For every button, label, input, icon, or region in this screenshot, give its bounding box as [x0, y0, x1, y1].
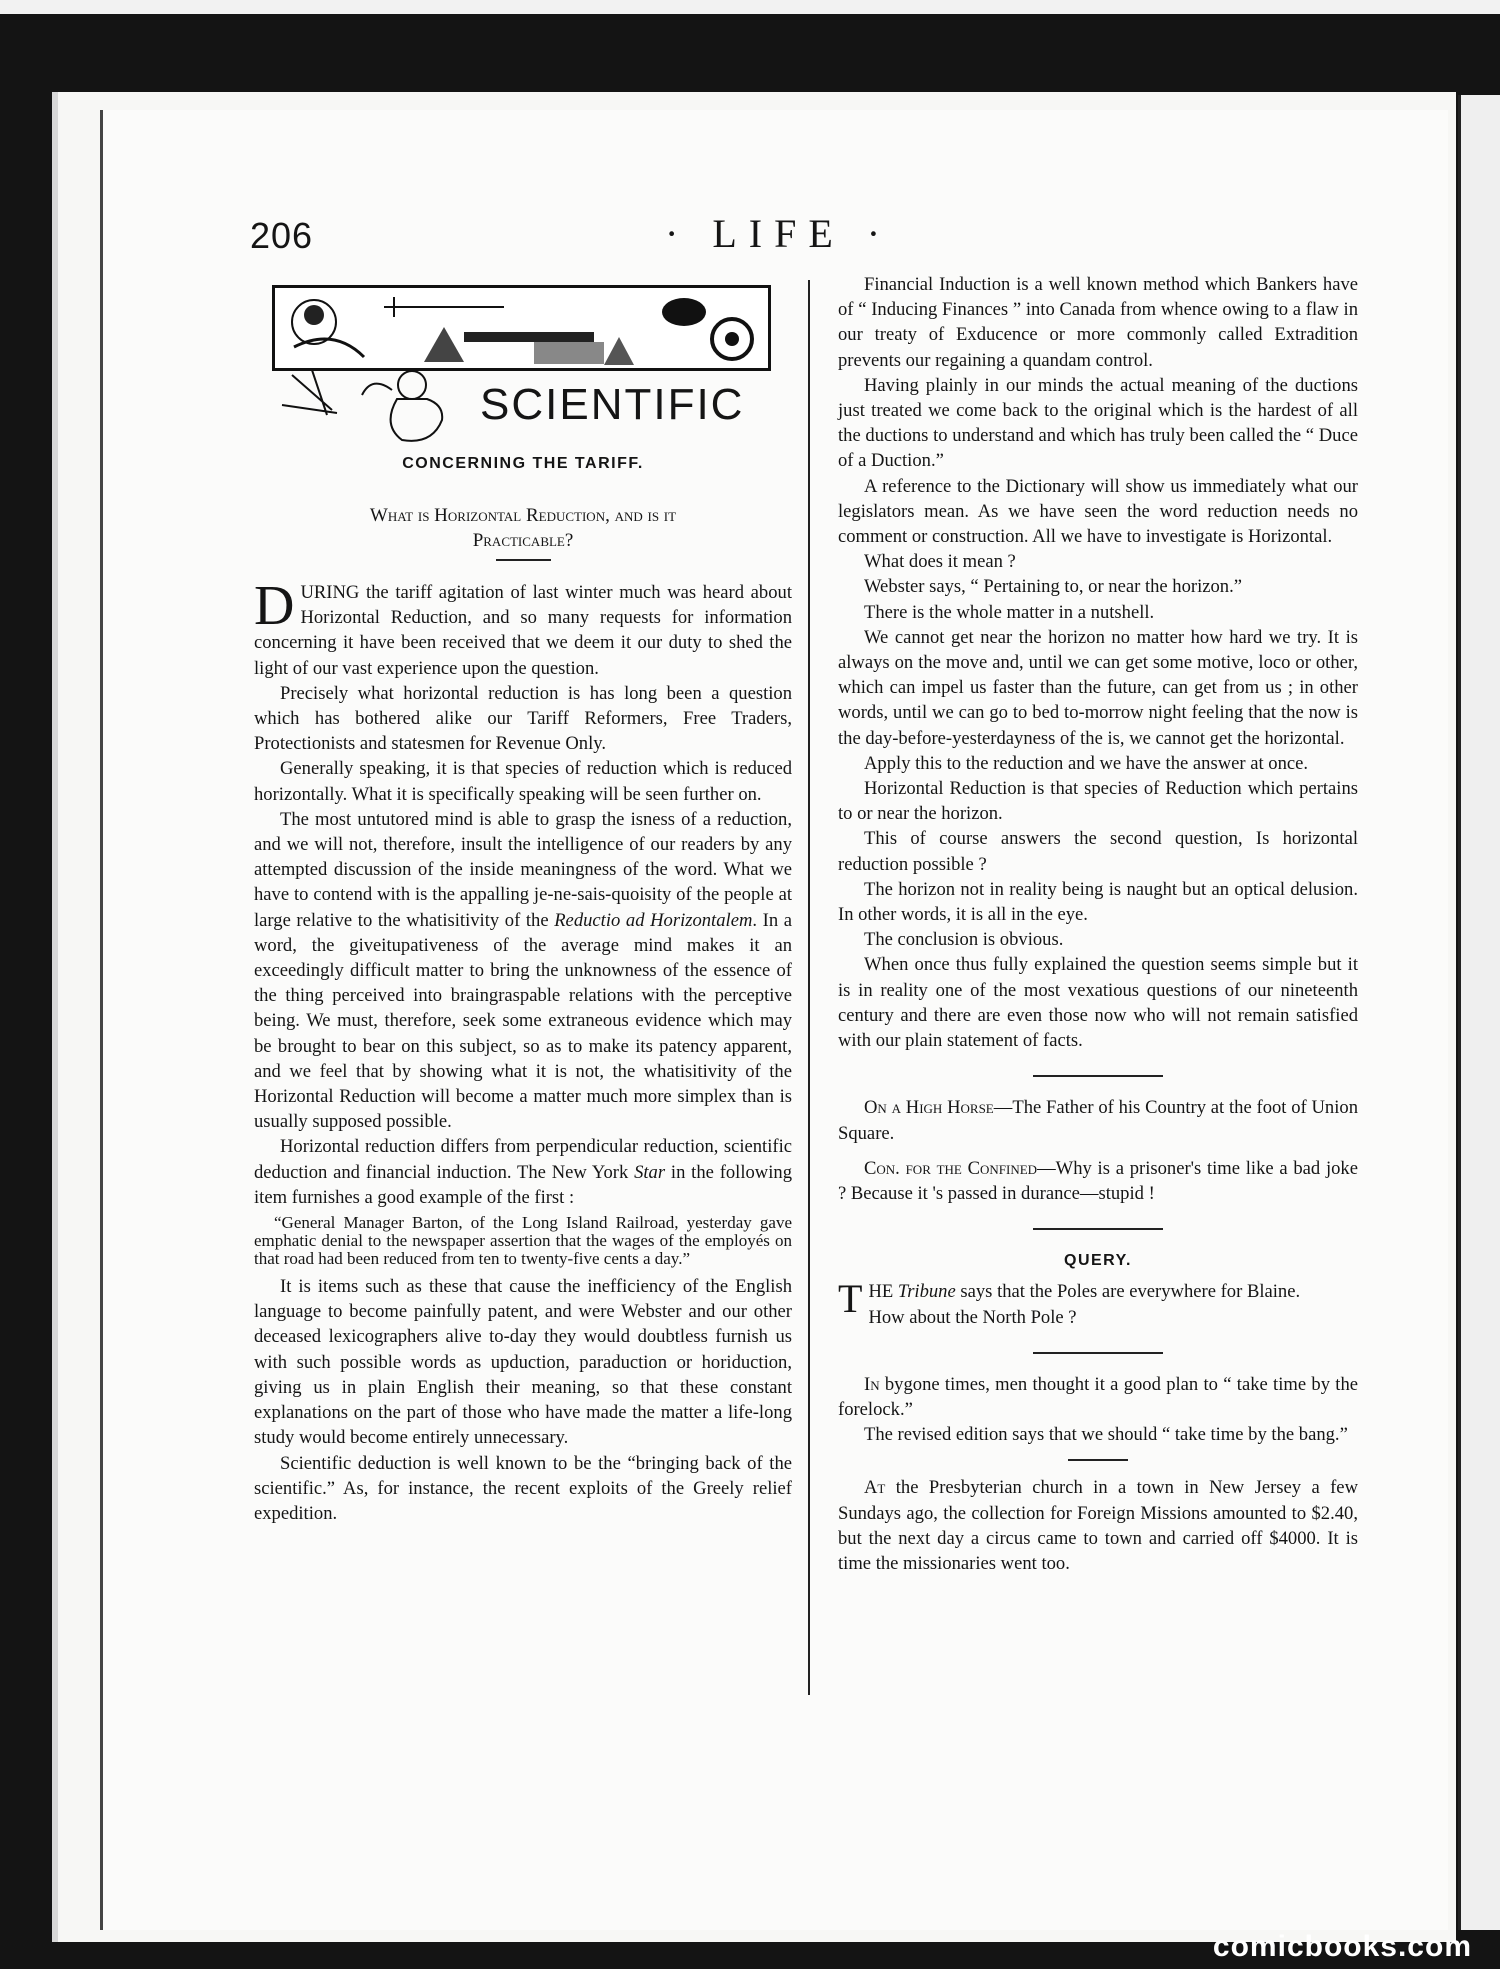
paragraph: On a High Horse—The Father of his Country at the foot of Union Square.	[838, 1097, 1358, 1144]
article-heading: CONCERNING THE TARIFF.	[402, 455, 644, 472]
cherub-figure	[272, 365, 472, 445]
paragraph: The horizon not in reality being is naught but an optical delusion. In other words, it is all in the eye.	[838, 878, 1358, 926]
paragraph: This of course answers the second question, Is horizontal reduction possible ?	[838, 828, 1358, 875]
paragraph: What does it mean ?	[864, 551, 1016, 573]
page-number: 206	[250, 215, 314, 256]
left-column	[254, 575, 792, 1526]
divider	[1033, 1352, 1163, 1354]
paragraph: Having plainly in our minds the actual meaning of the ductions just treated we come back to the original which is the hardest of all the ductions to understand and which has truly been called the “ Duce of a Duction.”	[838, 374, 1358, 472]
paragraph: How about the North Pole ?	[868, 1306, 1077, 1328]
paragraph: When once thus fully explained the question seems simple but it is in reality one of the most vexatious questions of our nineteenth century and there are even those now who will not remain satisfied with our plain statement of facts.	[838, 954, 1358, 1052]
section-title: SCIENTIFIC	[480, 380, 745, 429]
masthead: · LIFE ·	[665, 211, 893, 256]
subhead-line: Practicable?	[472, 530, 574, 551]
cherub-laboratory-illustration	[272, 285, 771, 371]
article-subheading	[254, 503, 792, 567]
drop-cap: T	[838, 1276, 863, 1322]
paragraph: Apply this to the reduction and we have the answer at once.	[864, 752, 1309, 774]
paragraph: Generally speaking, it is that species of reduction which is reduced horizontally. What it is specifically speaking will be seen further on.	[254, 758, 792, 805]
paragraph: Con. for the Confined—Why is a prisoner's time like a bad joke ? Because it 's passed in durance—stupid !	[838, 1157, 1358, 1204]
paragraph: Horizontal Reduction is that species of Reduction which pertains to or near the horizon.	[838, 778, 1358, 825]
paragraph: It is items such as these that cause the inefficiency of the English language to become painfully patent, and were Webster and our other deceased lexicographers alive to-day they would doubtless furnish us with such possible words as upduction, paraduction or horiduction, giving us in plain English their meaning, so that these constant explanations on the part of those who have made the matter a life-long study would become entirely unnecessary.	[254, 1276, 792, 1449]
paragraph: The revised edition says that we should “ take time by the bang.”	[864, 1424, 1348, 1446]
divider	[1068, 1459, 1128, 1461]
block-quote: “General Manager Barton, of the Long Island Railroad, yesterday gave emphatic denial to the newspaper assertion that the wages of the employés on that road had been reduced from ten to twenty-five cents a day.”	[254, 1213, 792, 1269]
right-edge	[1458, 95, 1500, 1930]
paragraph: In bygone times, men thought it a good plan to “ take time by the forelock.”	[838, 1373, 1358, 1420]
paragraph: A reference to the Dictionary will show us immediately what our legislators mean. As we have seen the word reduction needs no comment or construction. All we have to investigate is Horizontal.	[838, 475, 1358, 548]
paragraph: Scientific deduction is well known to be the “bringing back of the scientific.” As, for instance, the recent exploits of the Greely relief expedition.	[254, 1452, 792, 1524]
divider	[1033, 1075, 1163, 1077]
divider	[496, 559, 551, 561]
watermark: comicbooks.com	[1212, 1930, 1472, 1963]
paragraph: Horizontal reduction differs from perpendicular reduction, scientific deduction and financial induction. The New York Star in the following item furnishes a good example of the first :	[254, 1136, 792, 1208]
subhead-line: What is Horizontal Reduction, and is it	[369, 505, 677, 526]
right-column	[838, 272, 1358, 1576]
paragraph: There is the whole matter in a nutshell.	[864, 601, 1155, 623]
paragraph: DURING the tariff agitation of last winter much was heard about Horizontal Reduction, and so many requests for information concerning it have been received that we deem it our duty to shed the light of our vast experience upon the question.	[254, 575, 792, 679]
paragraph: Financial Induction is a well known method which Bankers have of “ Inducing Finances ” into Canada from whence owing to a flaw in our treaty of Exducence or more commonly called Extradition prevents our regaining a quandam control.	[838, 274, 1358, 371]
drop-cap: D	[254, 575, 295, 637]
paragraph: We cannot get near the horizon no matter how hard we try. It is always on the move and, until we can get some motive, loco or other, which can impel us faster than the future, can get from us ; in other words, until we can go to bed to-morrow night feeling that the now is the day-before-yesterdayness of the is, we cannot get the horizontal.	[838, 626, 1358, 749]
column-rule	[808, 280, 810, 1695]
paragraph: THE Tribune says that the Poles are everywhere for Blaine.	[838, 1276, 1301, 1322]
scientific-illustration	[272, 285, 767, 445]
paragraph: The most untutored mind is able to grasp the isness of a reduction, and we will not, therefore, insult the intelligence of our readers by any attempted discussion of the inside meaningness of the word. What we have to contend with is the appalling je-ne-sais-quoisity of the people at large relative to the whatisitivity of the Reductio ad Horizontalem. In a word, the giveitupativeness of the average mind makes it an exceedingly difficult matter to bring the unknowness of the essence of the thing perceived into braingraspable relations with the perceptive being. We must, therefore, seek some extraneous evidence which may be brought to bear on this subject, so as to make its patency apparent, and we feel that by showing what it is not, the whatisitivity of the Horizontal Reduction will become a matter much more simplex than is usually supposed possible.	[254, 808, 792, 1133]
paragraph: Webster says, “ Pertaining to, or near the horizon.”	[864, 576, 1243, 598]
top-edge	[0, 0, 1500, 14]
paragraph: Precisely what horizontal reduction is has long been a question which has bothered alike our Tariff Reformers, Free Traders, Protectionists and statesmen for Revenue Only.	[254, 682, 792, 755]
paragraph: At the Presbyterian church in a town in New Jersey a few Sundays ago, the collection for Foreign Missions amounted to $2.40, but the next day a circus came to town and carried off $4000. It is time the missionaries went too.	[838, 1477, 1358, 1574]
divider	[1033, 1228, 1163, 1230]
query-heading: QUERY.	[1064, 1252, 1132, 1270]
paragraph: The conclusion is obvious.	[864, 929, 1064, 951]
